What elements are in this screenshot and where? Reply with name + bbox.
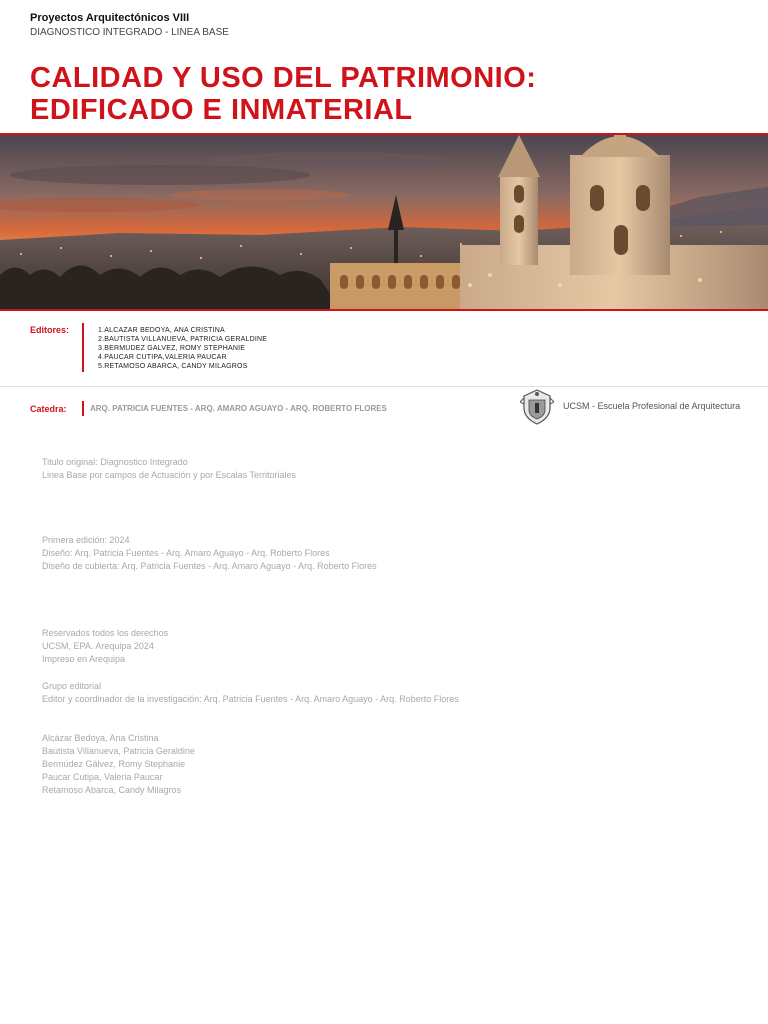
credit-line: UCSM, EPA. Arequipa 2024 [42,641,154,651]
course-name: Proyectos Arquitectónicos VIII [30,12,190,24]
editors-list [98,326,267,371]
ucsm-seal-icon [520,388,554,426]
credit-line: Paucar Cutipa, Valeria Paucar [42,772,163,782]
editors-label: Editores: [30,325,70,335]
credit-line: Diseño: Arq. Patricia Fuentes - Arq. Amaro Aguayo - Arq. Roberto Flores [42,548,330,558]
title-line-2: EDIFICADO E INMATERIAL [30,94,413,126]
credit-line: Alcázar Bedoya, Ana Cristina [42,733,159,743]
editors-divider [82,323,84,372]
cathedral-city-photo [0,135,768,309]
credits-rights-block [42,627,168,666]
credits-authors-block [42,732,195,797]
credit-line: Bermúdez Gálvez, Romy Stephanie [42,759,186,769]
list-item: 1.ALCAZAR BEDOYA, ANA CRISTINA [98,327,225,334]
document-subtitle: DIAGNOSTICO INTEGRADO - LINEA BASE [30,27,229,38]
credits-title-block [42,456,296,482]
banner-bottom-rule [0,309,768,311]
catedra-divider [82,401,84,416]
credit-line: Titulo original: Diagnostico Integrado [42,457,188,467]
credit-line: Grupo editorial [42,681,102,691]
credits-edition-block [42,534,377,573]
credit-line: Linea Base por campos de Actuación y por Escalas Territoriales [42,470,296,480]
section-separator [0,386,768,387]
catedra-names: ARQ. PATRICIA FUENTES - ARQ. AMARO AGUAYO - ARQ. ROBERTO FLORES [90,404,387,413]
credit-line: Primera edición: 2024 [42,535,130,545]
credit-line: Reservados todos los derechos [42,628,169,638]
page-title [30,62,750,126]
school-name: UCSM - Escuela Profesional de Arquitectura [563,401,741,411]
list-item: 2.BAUTISTA VILLANUEVA, PATRICIA GERALDINE [98,336,268,343]
credit-line: Bautista Villanueva, Patricia Geraldine [42,746,195,756]
credit-line: Retamoso Abarca, Candy Milagros [42,785,182,795]
credit-line: Impreso en Arequipa [42,654,126,664]
list-item: 5.RETAMOSO ABARCA, CANDY MILAGROS [98,363,248,370]
credits-editorial-block [42,680,459,706]
catedra-label: Catedra: [30,404,67,414]
list-item: 3.BERMUDEZ GALVEZ, ROMY STEPHANIE [98,345,246,352]
list-item: 4.PAUCAR CUTIPA,VALERIA PAUCAR [98,354,227,361]
credit-line: Diseño de cubierta: Arq. Patricia Fuentes - Arq. Amaro Aguayo - Arq. Roberto Flores [42,561,377,571]
credit-line: Editor y coordinador de la investigación: Arq. Patricia Fuentes - Arq. Amaro Aguayo - Arq. Roberto Flores [42,694,459,704]
banner-photo [0,135,768,309]
title-line-1: CALIDAD Y USO DEL PATRIMONIO: [30,62,537,94]
